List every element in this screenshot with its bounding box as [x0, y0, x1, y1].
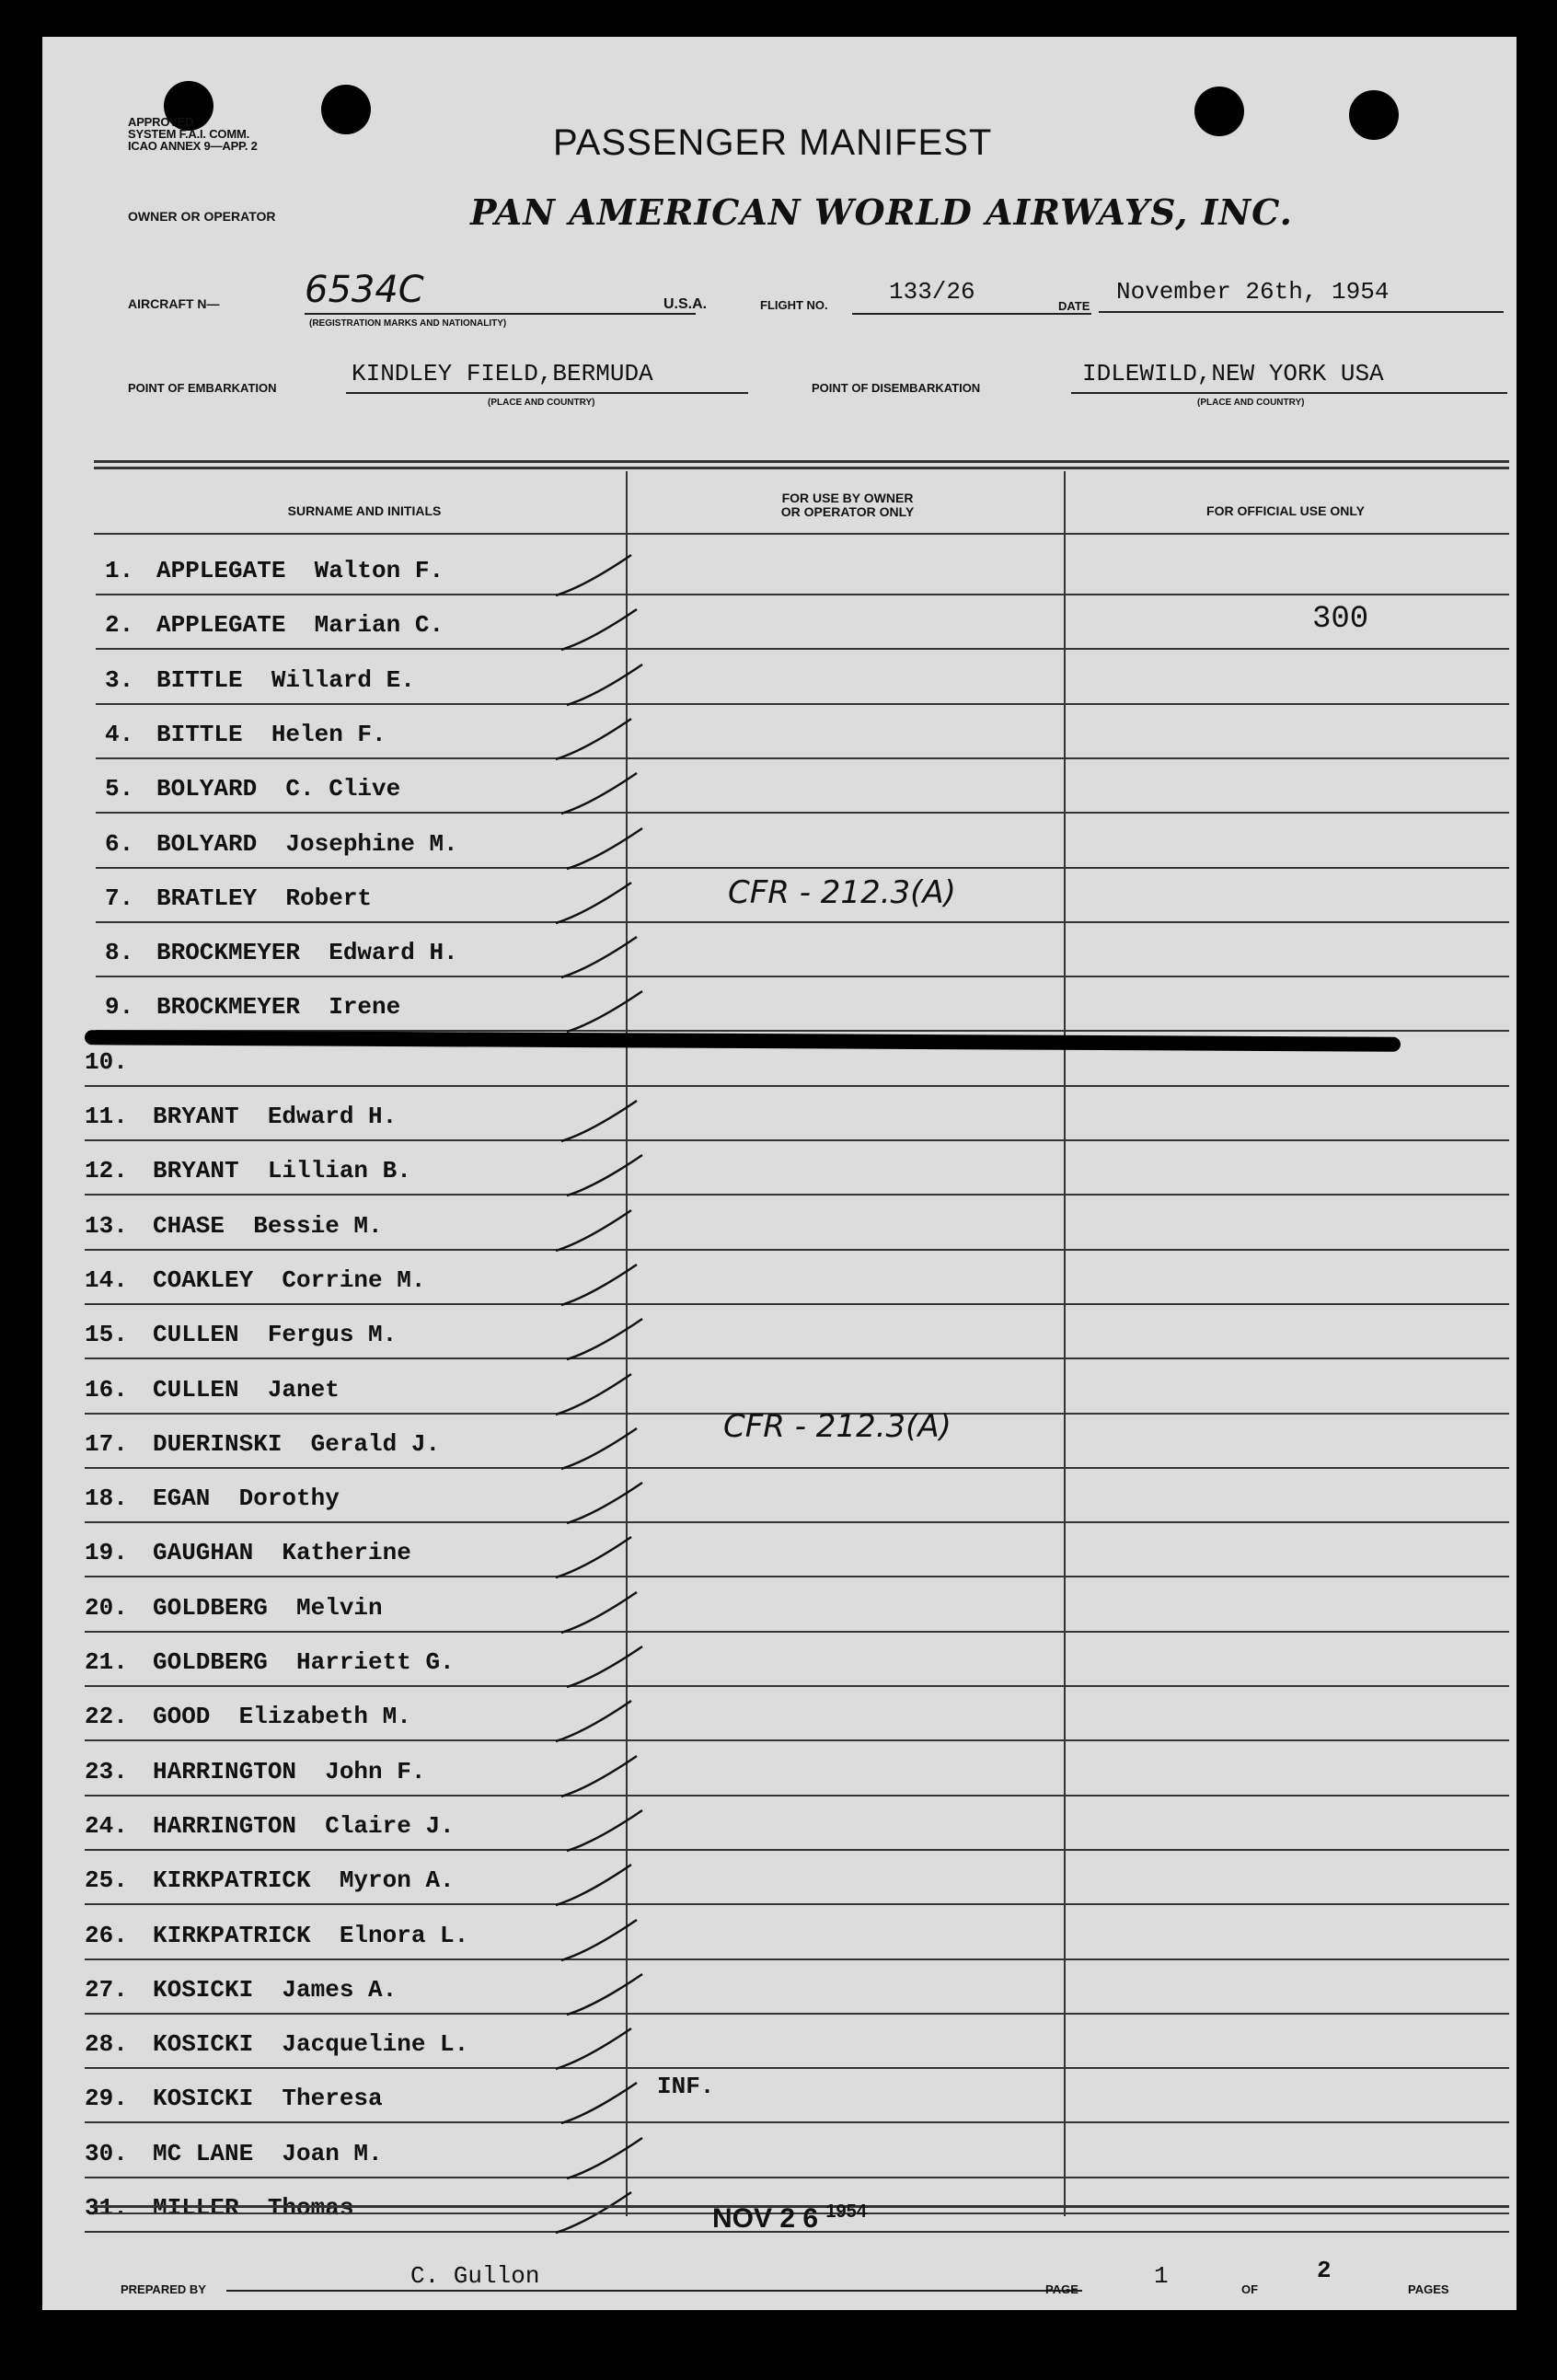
passenger-number: 3.: [105, 666, 134, 694]
aircraft-underline: [305, 313, 696, 315]
row-rule: [85, 2067, 1509, 2069]
passenger-name: BOLYARD C. Clive: [156, 775, 401, 803]
passenger-number: 8.: [105, 939, 134, 966]
checkmark-icon: [559, 823, 652, 878]
passenger-number: 13.: [85, 1212, 128, 1240]
passenger-name: DUERINSKI Gerald J.: [153, 1430, 441, 1458]
checkmark-icon: [559, 1150, 652, 1205]
header-rule: [94, 533, 1509, 535]
passenger-name: BROCKMEYER Irene: [156, 993, 401, 1021]
flight-underline: [852, 313, 1091, 315]
disembark-sublabel: (PLACE AND COUNTRY): [1197, 398, 1305, 408]
checkmark-icon: [554, 1095, 646, 1150]
row-rule: [85, 1849, 1509, 1851]
passenger-number: 6.: [105, 830, 134, 858]
disembark-place: IDLEWILD,NEW YORK USA: [1082, 360, 1384, 387]
passenger-number: 29.: [85, 2085, 128, 2112]
passenger-name: GOLDBERG Melvin: [153, 1594, 383, 1622]
passenger-number: 1.: [105, 557, 134, 584]
passenger-number: 16.: [85, 1376, 128, 1404]
row-rule: [96, 757, 1509, 759]
prepared-label: PREPARED BY: [121, 2282, 206, 2296]
row-rule: [85, 2013, 1509, 2015]
table-top-rule: [94, 460, 1509, 463]
embark-underline: [346, 392, 748, 394]
passenger-number: 4.: [105, 721, 134, 748]
row-rule: [85, 1631, 1509, 1633]
passenger-number: 10.: [85, 1048, 128, 1076]
passenger-name: APPLEGATE Marian C.: [156, 611, 444, 639]
passenger-name: EGAN Dorothy: [153, 1485, 340, 1512]
passenger-number: 20.: [85, 1594, 128, 1622]
checkmark-icon: [559, 1641, 652, 1696]
row-rule: [96, 867, 1509, 869]
checkmark-icon: [554, 1259, 646, 1314]
punch-hole: [321, 85, 371, 134]
punch-hole: [1194, 87, 1244, 136]
embark-place: KINDLEY FIELD,BERMUDA: [352, 360, 653, 387]
flight-date: November 26th, 1954: [1116, 278, 1390, 306]
aircraft-sublabel: (REGISTRATION MARKS AND NATIONALITY): [309, 318, 507, 329]
passenger-number: 27.: [85, 1976, 128, 2004]
checkmark-icon: [554, 1914, 646, 1970]
struck-row-10: [85, 1030, 1401, 1051]
checkmark-icon: [554, 1587, 646, 1642]
embark-sublabel: (PLACE AND COUNTRY): [488, 398, 595, 408]
checkmark-icon: [548, 1859, 640, 1914]
aircraft-reg: 6534C: [305, 269, 424, 311]
passenger-name: BROCKMEYER Edward H.: [156, 939, 458, 966]
checkmark-icon: [548, 1531, 640, 1587]
punch-hole: [1349, 90, 1399, 140]
row-rule: [85, 1739, 1509, 1741]
checkmark-icon: [554, 1750, 646, 1806]
row-rule: [85, 1467, 1509, 1469]
passenger-number: 7.: [105, 884, 134, 912]
passenger-number: 26.: [85, 1922, 128, 1949]
passenger-name: BITTLE Willard E.: [156, 666, 415, 694]
date-underline: [1099, 311, 1504, 313]
row-rule: [85, 1685, 1509, 1687]
checkmark-icon: [559, 1313, 652, 1369]
col-owner-header: FOR USE BY OWNER OR OPERATOR ONLY: [780, 491, 915, 519]
pages-label: PAGES: [1408, 2282, 1449, 2296]
checkmark-icon: [554, 931, 646, 987]
checkmark-icon: [548, 1205, 640, 1260]
checkmark-icon: [554, 768, 646, 823]
row-rule: [96, 976, 1509, 977]
passenger-name: BRYANT Edward H.: [153, 1103, 398, 1130]
passenger-name: HARRINGTON Claire J.: [153, 1812, 455, 1840]
passenger-name: BRYANT Lillian B.: [153, 1157, 411, 1184]
row-rule: [85, 1194, 1509, 1196]
passenger-number: 15.: [85, 1321, 128, 1348]
passenger-name: HARRINGTON John F.: [153, 1758, 426, 1785]
checkmark-icon: [554, 604, 646, 659]
passenger-name: BOLYARD Josephine M.: [156, 830, 458, 858]
stamp-date: NOV 2 6: [712, 2203, 819, 2234]
prepared-underline: [226, 2290, 1082, 2292]
passenger-number: 11.: [85, 1103, 128, 1130]
page-total: 2: [1317, 2257, 1332, 2284]
checkmark-icon: [548, 2187, 640, 2242]
manifest-page: [42, 37, 1517, 2310]
embark-label: POINT OF EMBARKATION: [128, 381, 277, 395]
page-title: PASSENGER MANIFEST: [553, 122, 993, 163]
disembark-label: POINT OF DISEMBARKATION: [812, 381, 981, 395]
passenger-number: 25.: [85, 1866, 128, 1894]
usa-label: U.S.A.: [663, 296, 708, 312]
passenger-name: BRATLEY Robert: [156, 884, 373, 912]
annotation-row29: INF.: [657, 2073, 715, 2100]
row-rule: [85, 2177, 1509, 2178]
passenger-name: COAKLEY Corrine M.: [153, 1266, 426, 1294]
passenger-number: 18.: [85, 1485, 128, 1512]
passenger-name: BITTLE Helen F.: [156, 721, 386, 748]
passenger-number: 9.: [105, 993, 134, 1021]
checkmark-icon: [559, 659, 652, 714]
row-rule: [96, 703, 1509, 705]
checkmark-icon: [559, 2132, 652, 2188]
passenger-name: APPLEGATE Walton F.: [156, 557, 444, 584]
page-number: 1: [1154, 2262, 1169, 2290]
passenger-name: KIRKPATRICK Elnora L.: [153, 1922, 469, 1949]
row-rule: [85, 1358, 1509, 1359]
passenger-name: GOLDBERG Harriett G.: [153, 1648, 455, 1676]
passenger-number: 14.: [85, 1266, 128, 1294]
checkmark-icon: [548, 1695, 640, 1750]
date-stamp: [712, 2201, 867, 2235]
row-rule: [85, 1303, 1509, 1305]
prepared-by: C. Gullon: [410, 2262, 540, 2290]
passenger-name: CHASE Bessie M.: [153, 1212, 383, 1240]
row-rule: [85, 2121, 1509, 2123]
page-label: PAGE: [1045, 2282, 1078, 2296]
flight-number: 133/26: [889, 278, 975, 306]
flight-label: FLIGHT NO.: [760, 298, 828, 312]
date-label: DATE: [1058, 299, 1090, 313]
row-rule: [85, 1903, 1509, 1905]
passenger-name: GAUGHAN Katherine: [153, 1539, 411, 1566]
owner-name: PAN AMERICAN WORLD AIRWAYS, INC.: [470, 191, 1293, 233]
passenger-number: 30.: [85, 2140, 128, 2167]
annotation-row7: CFR - 212.3(A): [728, 874, 956, 911]
col-official-header: FOR OFFICIAL USE ONLY: [1206, 503, 1365, 518]
passenger-number: 23.: [85, 1758, 128, 1785]
passenger-number: 12.: [85, 1157, 128, 1184]
row-rule: [85, 1085, 1509, 1087]
passenger-name: KOSICKI Theresa: [153, 2085, 383, 2112]
passenger-number: 21.: [85, 1648, 128, 1676]
passenger-name: KOSICKI Jacqueline L.: [153, 2030, 469, 2058]
row-rule: [85, 1249, 1509, 1251]
checkmark-icon: [554, 2077, 646, 2132]
passenger-number: 24.: [85, 1812, 128, 1840]
passenger-number: 17.: [85, 1430, 128, 1458]
approval-note: APPROVED SYSTEM F.A.I. COMM. ICAO ANNEX 9—APP. 2: [128, 115, 258, 153]
disembark-underline: [1071, 392, 1507, 394]
passenger-name: CULLEN Fergus M.: [153, 1321, 398, 1348]
table-top-rule: [94, 467, 1509, 469]
checkmark-icon: [548, 549, 640, 605]
passenger-number: 2.: [105, 611, 134, 639]
row-rule: [96, 921, 1509, 923]
row-rule: [96, 812, 1509, 814]
passenger-name: MILLER Thomas: [153, 2194, 354, 2222]
row-rule: [85, 1795, 1509, 1797]
row-rule: [85, 1958, 1509, 1960]
checkmark-icon: [559, 1477, 652, 1532]
passenger-number: 31.: [85, 2194, 128, 2222]
row-rule: [85, 1521, 1509, 1523]
passenger-name: GOOD Elizabeth M.: [153, 1703, 411, 1730]
row-rule: [85, 1576, 1509, 1577]
checkmark-icon: [548, 713, 640, 768]
checkmark-icon: [548, 2023, 640, 2078]
stamp-year: 1954: [825, 2201, 867, 2222]
passenger-name: MC LANE Joan M.: [153, 2140, 383, 2167]
checkmark-icon: [559, 1805, 652, 1860]
passenger-number: 22.: [85, 1703, 128, 1730]
checkmark-icon: [554, 1423, 646, 1478]
passenger-number: 19.: [85, 1539, 128, 1566]
owner-label: OWNER OR OPERATOR: [128, 209, 276, 224]
aircraft-label: AIRCRAFT N—: [128, 296, 220, 311]
passenger-number: 5.: [105, 775, 134, 803]
checkmark-icon: [559, 1969, 652, 2024]
row-rule: [96, 594, 1509, 595]
annotation-row17: CFR - 212.3(A): [723, 1408, 952, 1445]
col-surname-header: SURNAME AND INITIALS: [287, 503, 442, 518]
passenger-number: 28.: [85, 2030, 128, 2058]
passenger-name: KOSICKI James A.: [153, 1976, 398, 2004]
passenger-name: KIRKPATRICK Myron A.: [153, 1866, 455, 1894]
of-label: OF: [1241, 2282, 1259, 2296]
checkmark-icon: [548, 1369, 640, 1424]
passenger-name: CULLEN Janet: [153, 1376, 340, 1404]
checkmark-icon: [548, 877, 640, 932]
row-rule: [85, 1139, 1509, 1141]
official-note: 300: [1312, 602, 1369, 637]
column-divider: [1064, 471, 1066, 2216]
row-rule: [96, 648, 1509, 650]
